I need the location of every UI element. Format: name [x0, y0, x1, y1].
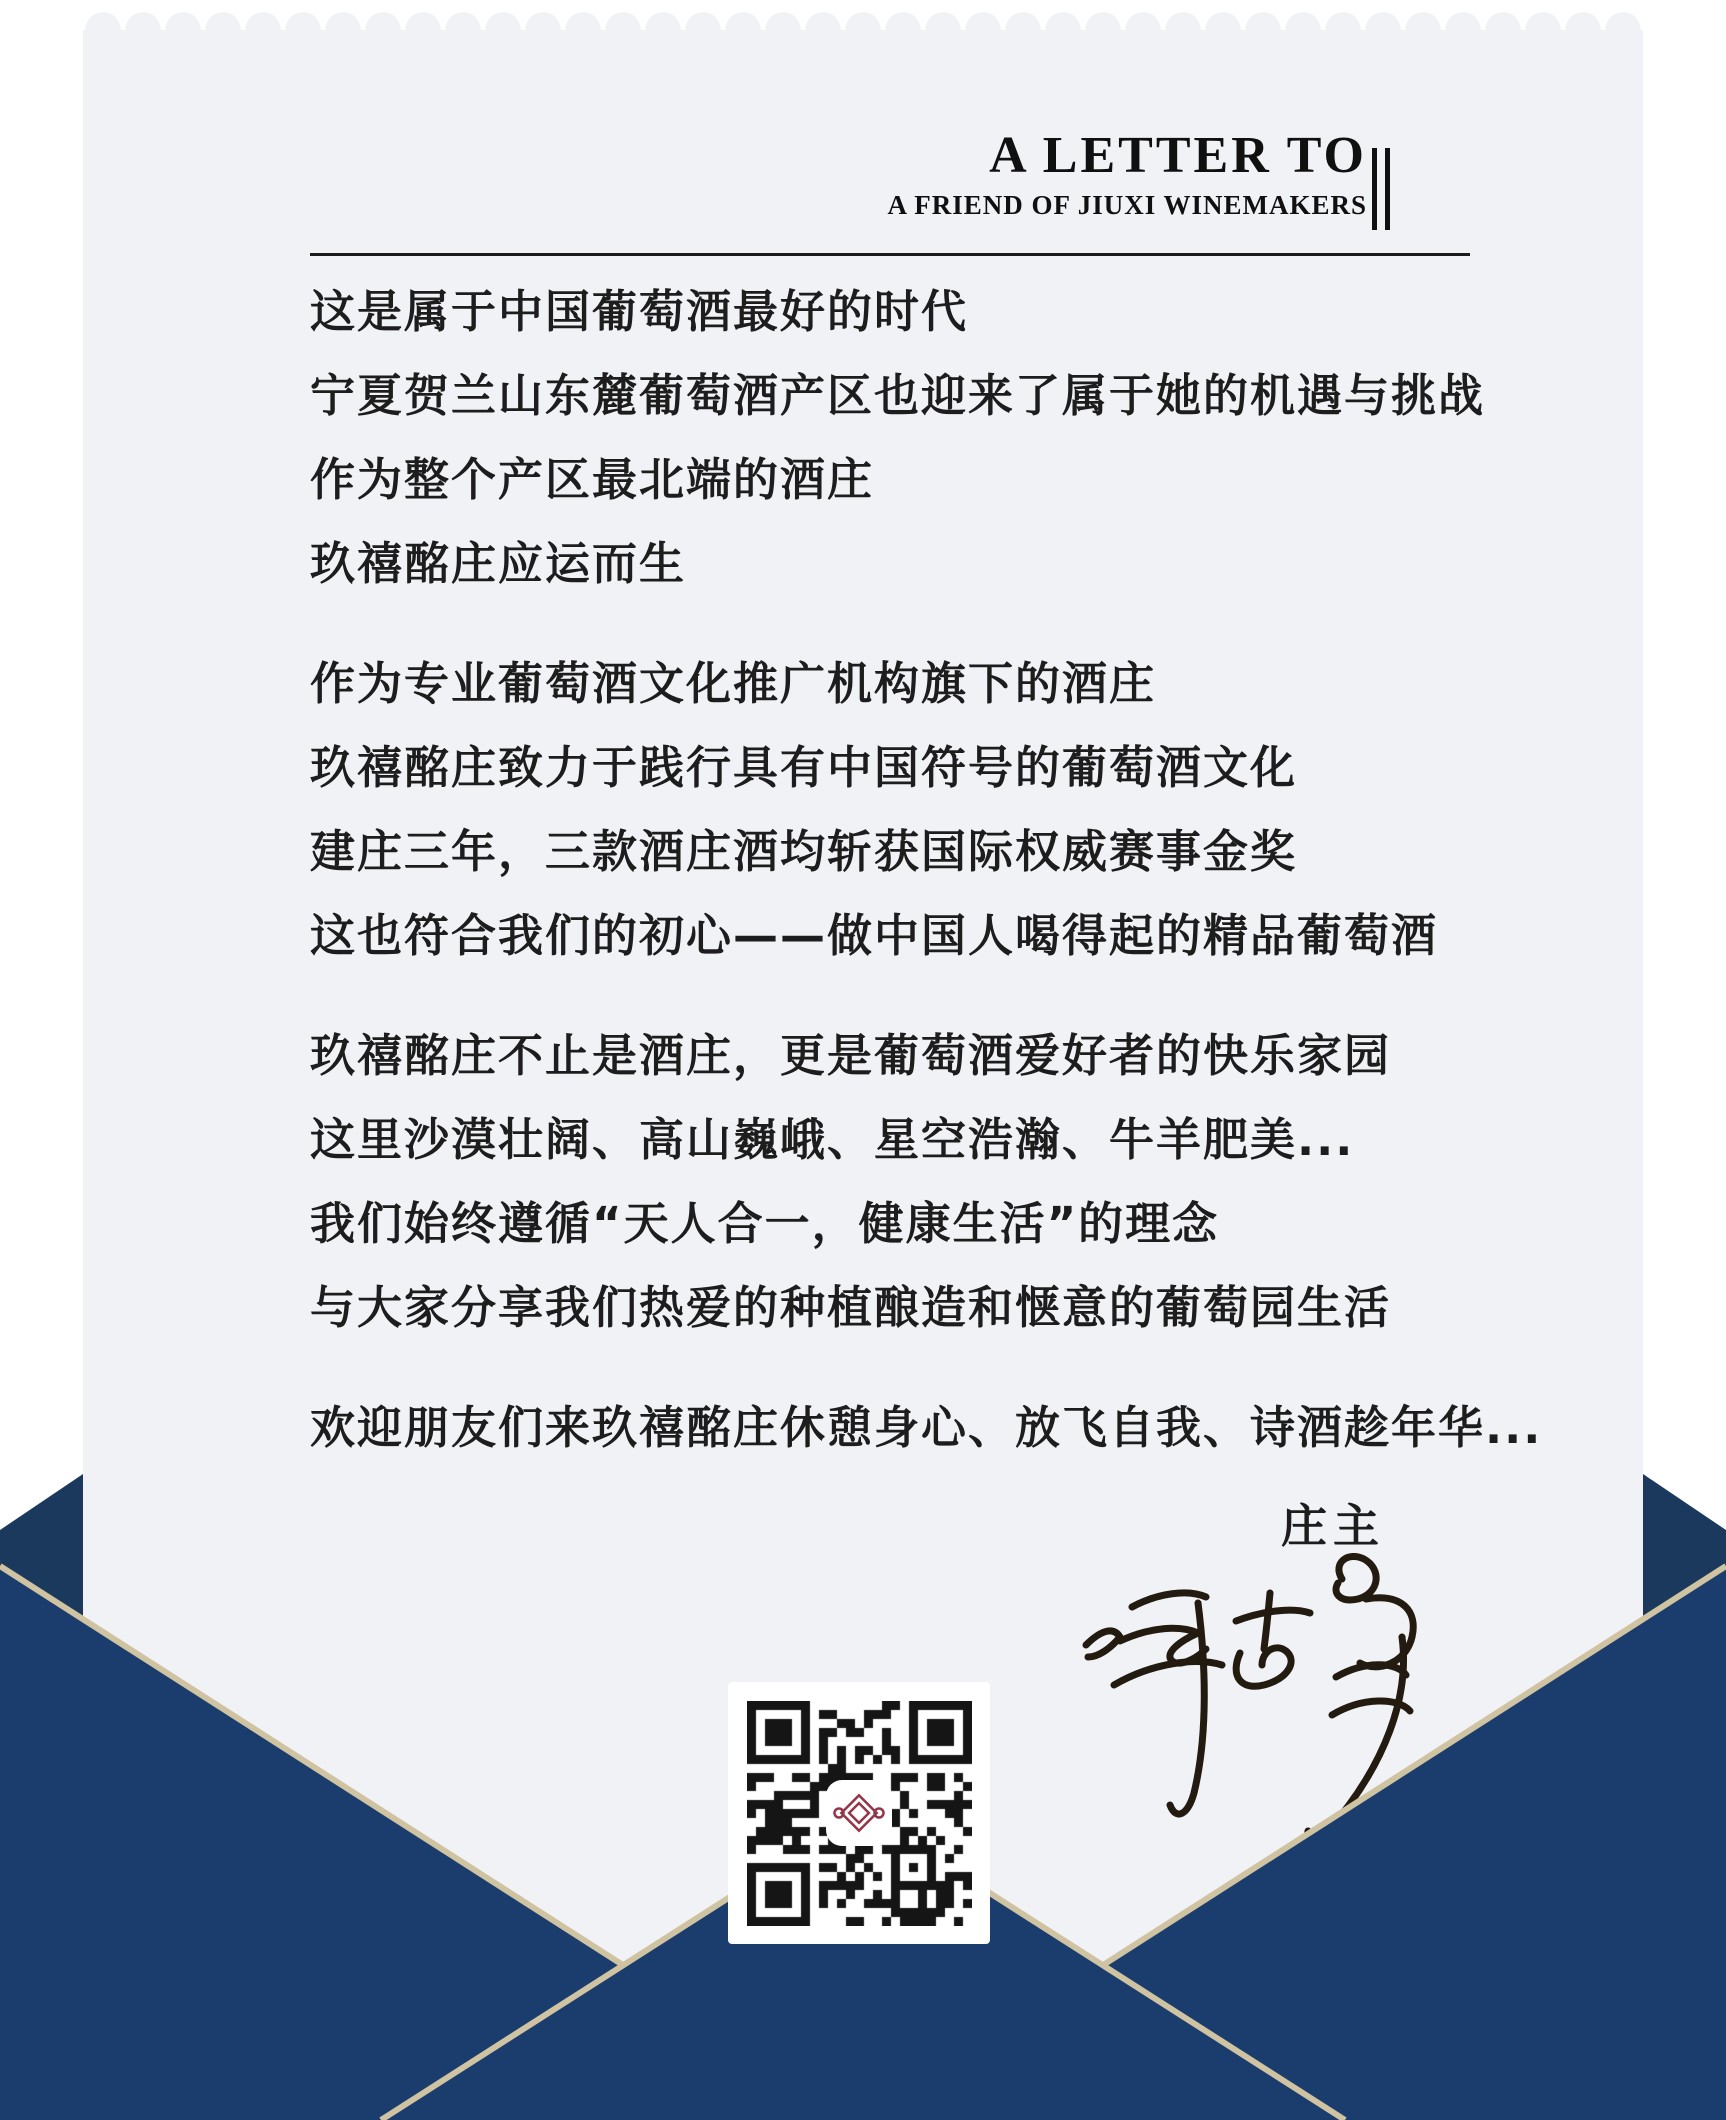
owner-signature	[1080, 1545, 1425, 1845]
double-bar-ornament	[1372, 148, 1390, 230]
signature-stroke	[1236, 1648, 1291, 1686]
signature-stroke	[1086, 1631, 1120, 1657]
paragraph	[310, 1014, 1560, 1350]
letter-line: 玖禧酩庄致力于践行具有中国符号的葡萄酒文化	[310, 741, 1298, 794]
signature-stroke	[1336, 1556, 1376, 1599]
letter-line: 欢迎朋友们来玖禧酩庄休憩身心、放飞自我、诗酒趁年华...	[310, 1401, 1543, 1454]
letter-line: 宁夏贺兰山东麓葡萄酒产区也迎来了属于她的机遇与挑战	[310, 369, 1486, 422]
letter-title: A LETTER TO	[989, 127, 1367, 184]
scalloped-edge	[83, 8, 1643, 30]
signature-stroke	[1236, 1610, 1310, 1621]
signature-stroke	[1336, 1665, 1406, 1677]
letter-line: 作为专业葡萄酒文化推广机构旗下的酒庄	[310, 657, 1157, 710]
signature-stroke	[1120, 1628, 1206, 1663]
letter-line: 这里沙漠壮阔、高山巍峨、星空浩瀚、牛羊肥美...	[310, 1113, 1355, 1166]
letter-body	[310, 270, 1560, 1506]
qr-code	[728, 1682, 990, 1944]
letter-line: 与大家分享我们热爱的种植酿造和惬意的葡萄园生活	[310, 1281, 1392, 1334]
paragraph	[310, 270, 1560, 606]
letter-subtitle: A FRIEND OF JIUXI WINEMAKERS	[887, 190, 1367, 220]
signoff-label: 庄主	[1281, 1499, 1385, 1553]
letter-line: 玖禧酩庄应运而生	[310, 537, 687, 590]
diamond-knot-icon	[832, 1786, 886, 1840]
letter-line: 作为整个产区最北端的酒庄	[310, 453, 875, 506]
letter-line: 我们始终遵循“天人合一，健康生活”的理念	[310, 1197, 1220, 1250]
paragraph	[310, 642, 1560, 978]
signature-stroke	[1264, 1593, 1270, 1649]
envelope-back-left	[0, 1474, 83, 1632]
letter-line: 玖禧酩庄不止是酒庄，更是葡萄酒爱好者的快乐家园	[310, 1029, 1392, 1082]
qr-center-logo	[828, 1782, 890, 1844]
paragraph	[310, 1386, 1560, 1470]
letter-header	[887, 126, 1367, 222]
letter-line: 建庄三年，三款酒庄酒均斩获国际权威赛事金奖	[310, 825, 1298, 878]
letter-line: 这是属于中国葡萄酒最好的时代	[310, 285, 969, 338]
envelope-back-right	[1643, 1474, 1726, 1632]
header-divider	[310, 253, 1470, 256]
letter-line: 这也符合我们的初心——做中国人喝得起的精品葡萄酒	[310, 909, 1439, 962]
